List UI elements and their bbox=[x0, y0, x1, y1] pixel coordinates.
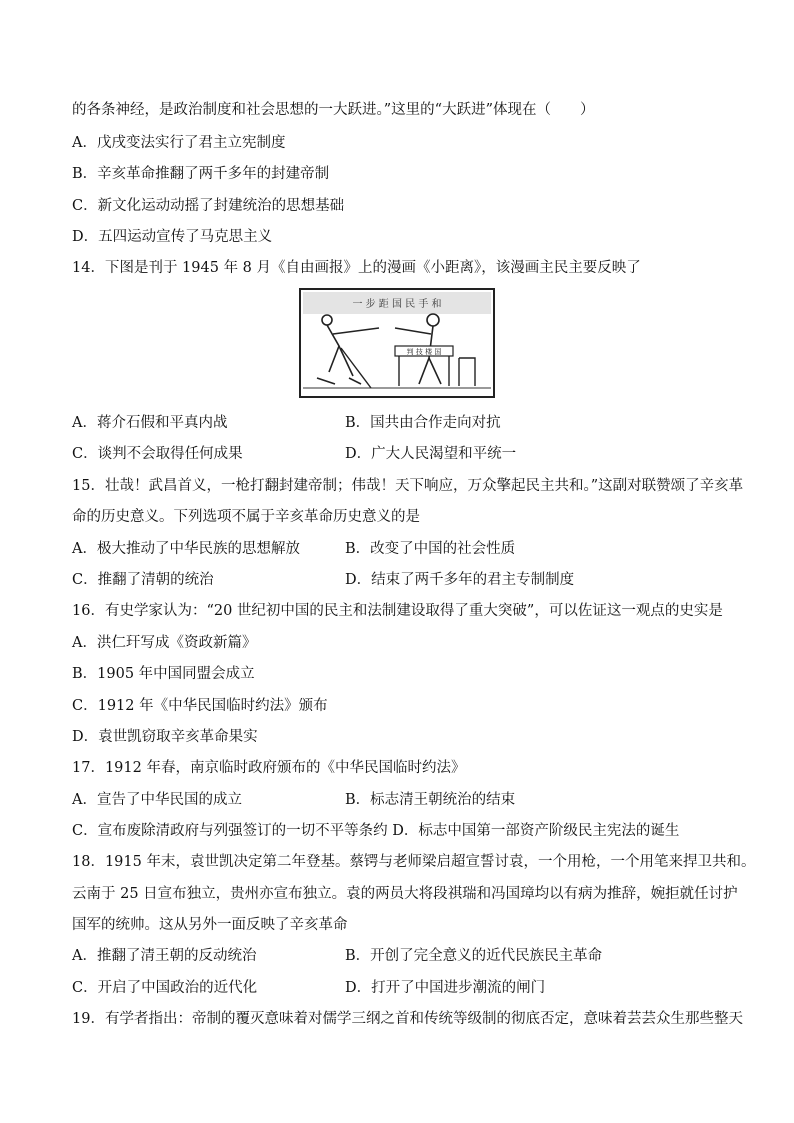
cartoon-banner-text: 一 步 距 国 民 手 和 bbox=[352, 299, 442, 310]
question-15-option-b: B．改变了中国的社会性质 bbox=[345, 541, 516, 557]
question-18-option-d: D．打开了中国进步潮流的闸门 bbox=[345, 980, 546, 996]
question-17-option-b: B．标志清王朝统治的结束 bbox=[345, 792, 516, 808]
question-18-option-a: A．推翻了清王朝的反动统治 bbox=[72, 948, 257, 964]
option-d: D．五四运动宣传了马克思主义 bbox=[72, 229, 273, 245]
question-14-option-c: C．谈判不会取得任何成果 bbox=[72, 446, 243, 462]
question-16-option-a: A．洪仁玕写成《资政新篇》 bbox=[72, 635, 257, 651]
question-17-option-a: A．宣告了中华民国的成立 bbox=[72, 792, 242, 808]
table-label: 判 技 楼 国 bbox=[406, 348, 442, 356]
question-15-option-c: C．推翻了清朝的统治 bbox=[72, 572, 214, 588]
option-a: A．戊戌变法实行了君主立宪制度 bbox=[72, 135, 286, 151]
question-15-option-d: D．结束了两千多年的君主专制制度 bbox=[345, 572, 575, 588]
text-line: 的各条神经，是政治制度和社会思想的一大跃进。”这里的“大跃进”体现在（ ） bbox=[72, 102, 595, 118]
question-14-option-a: A．蒋介石假和平真内战 bbox=[72, 415, 228, 431]
question-14-option-b: B．国共由合作走向对抗 bbox=[345, 415, 501, 431]
question-14: 14．下图是刊于 1945 年 8 月《自由画报》上的漫画《小距离》，该漫画主民主要反映了 bbox=[72, 260, 641, 276]
question-16: 16．有史学家认为：“20 世纪初中国的民主和法制建设取得了重大突破”，可以佐证这一观点的史实是 bbox=[72, 603, 723, 619]
cartoon-image bbox=[299, 288, 495, 398]
question-18-cont: 云南于 25 日宣布独立，贵州亦宣布独立。袁的两员大将段祺瑞和冯国璋均以有病为推辞，婉拒就任讨护 bbox=[72, 886, 738, 902]
question-16-option-c: C．1912 年《中华民国临时约法》颁布 bbox=[72, 698, 328, 714]
question-14-option-d: D．广大人民渴望和平统一 bbox=[345, 446, 517, 462]
question-18-cont: 国军的统帅。这从另外一面反映了辛亥革命 bbox=[72, 917, 348, 933]
question-17-options-cd: C．宣布废除清政府与列强签订的一切不平等条约 D．标志中国第一部资产阶级民主宪法的诞生 bbox=[72, 823, 680, 839]
question-16-option-d: D．袁世凯窃取辛亥革命果实 bbox=[72, 729, 258, 745]
question-18-option-c: C．开启了中国政治的近代化 bbox=[72, 980, 258, 996]
option-c: C．新文化运动动摇了封建统治的思想基础 bbox=[72, 198, 345, 214]
question-15: 15．壮哉！武昌首义，一枪打翻封建帝制；伟哉！天下响应，万众擎起民主共和。”这副对联赞颂了辛亥革 bbox=[72, 478, 744, 494]
question-17: 17．1912 年春，南京临时政府颁布的《中华民国临时约法》 bbox=[72, 760, 466, 776]
question-16-option-b: B．1905 年中国同盟会成立 bbox=[72, 666, 255, 682]
question-18-option-b: B．开创了完全意义的近代民族民主革命 bbox=[345, 948, 603, 964]
option-b: B．辛亥革命推翻了两千多年的封建帝制 bbox=[72, 166, 330, 182]
question-15-cont: 命的历史意义。下列选项不属于辛亥革命历史意义的是 bbox=[72, 509, 420, 525]
question-18: 18．1915 年末，袁世凯决定第二年登基。蔡锷与老师梁启超宣誓讨袁，一个用枪，一个用笔来捍卫共和。 bbox=[72, 854, 756, 870]
question-15-option-a: A．极大推动了中华民族的思想解放 bbox=[72, 541, 300, 557]
question-19: 19．有学者指出：帝制的覆灭意味着对儒学三纲之首和传统等级制的彻底否定，意味着芸芸众生那些整天 bbox=[72, 1011, 743, 1027]
